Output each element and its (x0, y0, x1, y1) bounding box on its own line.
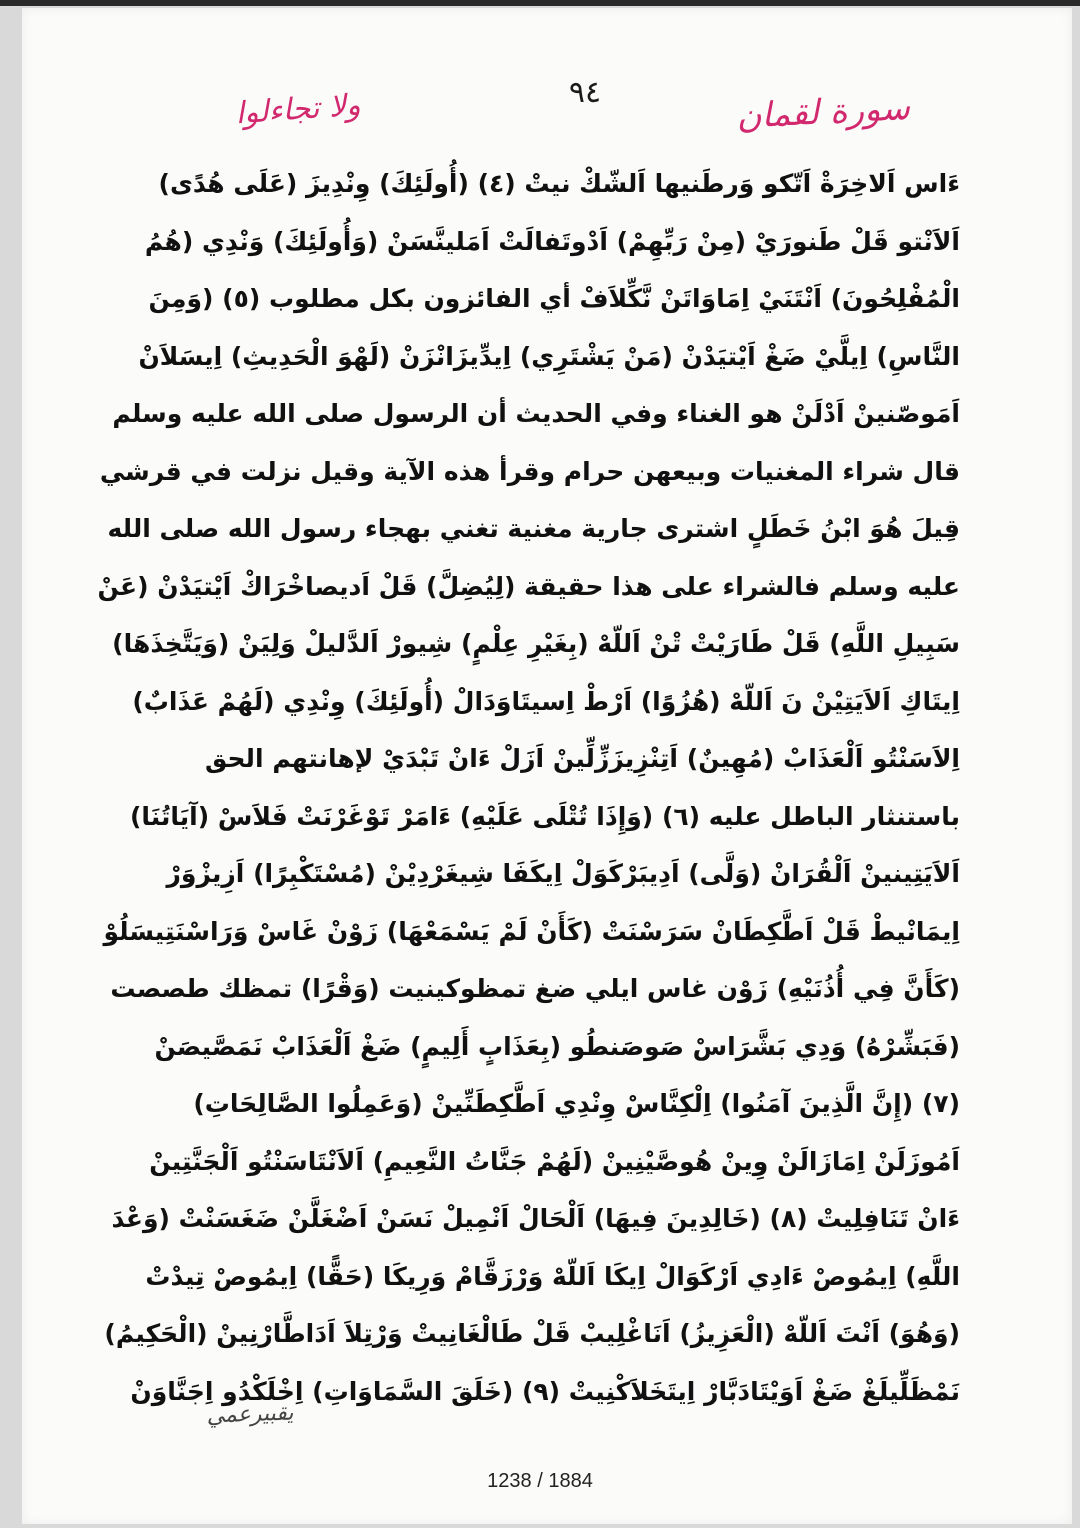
text-line-7: قِيلَ هُوَ ابْنُ خَطَلٍ اشترى جارية مغنية تغني بهجاء رسول الله صلى الله (107, 514, 960, 543)
handwritten-surah-title: سورة لقمان (735, 87, 911, 137)
page-number: ٩٤ (568, 75, 602, 110)
text-line-1: ءَاس اَلاخِرَةْ اَتّكو وَرطَنيها اَلشّكْ نيتْ (٤) (أُولَئِكَ) وِنْدِيزَ (عَلَى هُدًى) (158, 169, 960, 198)
handwritten-margin-note: ولا تجاءلوا (234, 87, 362, 132)
text-line-8: عليه وسلم فالشراء على هذا حقيقة (لِيُضِلَّ) قَلْ اَديصاخْرَاكْ اَيْتيَدْنْ (عَنْ (97, 571, 960, 601)
scanner-edge (0, 0, 1080, 6)
handwritten-catchword: يقبيرعمي (206, 1400, 294, 1429)
text-line-21: (وَهُوَ) اَنْتَ اَللّهْ (الْعَزِيزُ) اَنَاغْلِيبْ قَلْ طَالْغَانِيتْ وَرْتِلاَ اَدَاطَّارْنِينْ (الْحَكِيمُ) (104, 1319, 960, 1348)
text-line-3: الْمُفْلِحُونَ) اَنْتَنَيْ اِمَاوَاتَنْ نَّكِّلاَفْ أي الفائزون بكل مطلوب (٥) (وَمِنَ (148, 284, 960, 313)
text-line-18: اَمُوزَلَنْ اِمَازَالَنْ وِينْ هُوصَّيْنِينْ (لَهُمْ جَنَّاتُ النَّعِيمِ) اَلاَنْتَاسَنْتُو اَلْجَنَّتِينْ (149, 1146, 960, 1176)
text-line-14: اِيمَانْيطْ قَلْ اَطَّكِطَانْ سَرَسْنَتْ (كَأَنْ لَمْ يَسْمَعْهَا) زَوْنْ غَاسْ وَرَاسْنَتِيسَلُوْ (103, 916, 960, 946)
text-line-4: النَّاسِ) اِيلَّيْ ضَغْ اَيْتيَدْنْ (مَنْ يَشْتَرِي) اِيدِّيزَانْزَنْ (لَهْوَ الْحَدِيثِ) اِيسَلاَنْ (138, 341, 960, 371)
text-line-13: اَلاَيَتِينينْ اَلْقُرَانْ (وَلَّى) اَدِيبَرْكَوَلْ اِيكَفَا شِيغَرْدِيْنْ (مُسْتَكْبِرًا) اَزِيزْوَرْ (166, 859, 960, 888)
text-line-6: قال شراء المغنيات وبيعهن حرام وقرأ هذه الآية وقيل نزلت في قرشي (99, 456, 960, 486)
text-line-19: ءَانْ تَنَافِلِيتْ (٨) (خَالِدِينَ فِيهَا) اَلْحَالْ اَنْمِيلْ نَسَنْ اَضْغَلَّنْ ضَغَسَنْتْ (وَعْدَ (111, 1204, 960, 1233)
text-line-2: اَلاَنْتو قَلْ طَنورَيْ (مِنْ رَبِّهِمْ) اَدْوتَفالَتْ اَمَلينَّسَنْ (وَأُولَئِكَ) وَنْدِي (هُمُ (144, 226, 960, 256)
text-line-15: (كَأَنَّ فِي أُذُنَيْهِ) زَوْن غاس ايلي ضغ تمظوكينيت (وَقْرًا) تمظك طصصت (110, 974, 960, 1003)
text-line-22: نَمْظَلِّيلَغْ ضَغْ اَوَيْتَادَبَّارْ اِيتَخَلاَكْنِيتْ (٩) (خَلَقَ السَّمَاوَاتِ) اِخْلَكْدُو اِجَنَّاوَنْ (130, 1376, 960, 1406)
text-line-16: (فَبَشِّرْهُ) وَدِي بَشَّرَاسْ صَوصَنطُو (بِعَذَابٍ أَلِيمٍ) ضَغْ اَلْعَذَابْ نَمَصَّيصَنْ (154, 1031, 960, 1061)
text-line-5: اَمَوصّنينْ اَدْلَنْ هو الغناء وفي الحديث أن الرسول صلى الله عليه وسلم (112, 399, 960, 428)
text-line-9: سَبِيلِ اللَّهِ) قَلْ طَارَيْتْ تْنْ اَللّهْ (بِغَيْرِ عِلْمٍ) شِيورْ اَلدَّليلْ وَلِيَنْ (وَيَتَّخِذَهَا) (112, 629, 960, 658)
page-counter: 1238 / 1884 (487, 1470, 593, 1492)
text-line-11: اِلاَسَنْتُو اَلْعَذَابْ (مُهِينٌ) اَتِنْزِيزَزِّلِّينْ اَزَلْ ءَانْ تَبْدَيْ لإهانتهم الحق (205, 744, 960, 773)
text-line-17: (٧) (إِنَّ الَّذِينَ آمَنُوا) اِلْكِنَّاسْ وِنْدِي اَطَّكِطَنِّينْ (وَعَمِلُوا الصَّالِحَاتِ) (193, 1089, 960, 1118)
body-text (97, 155, 960, 1420)
text-line-12: باستنثار الباطل عليه (٦) (وَإِذَا تُتْلَى عَلَيْهِ) ءَامَرْ تَوْغَرْنَتْ فَلاَسْ (آيَاتُنَا) (129, 801, 960, 831)
text-line-20: اللَّهِ) اِيمُوصْ ءَادِي اَرْكَوَالْ اِيكَا اَللّهْ وَرْزَقَّامْ وَرِيكَا (حَقًّا) اِيمُوصْ تِيدْتْ (145, 1261, 960, 1291)
text-line-10: اِيتَاكِ اَلاَيَتِيْنْ نَ اَللّهْ (هُزُوًا) اَرْطْ اِسيتَاوَدَالْ (أُولَئِكَ) وِنْدِي (لَهُمْ عَذَابٌ) (132, 686, 960, 716)
